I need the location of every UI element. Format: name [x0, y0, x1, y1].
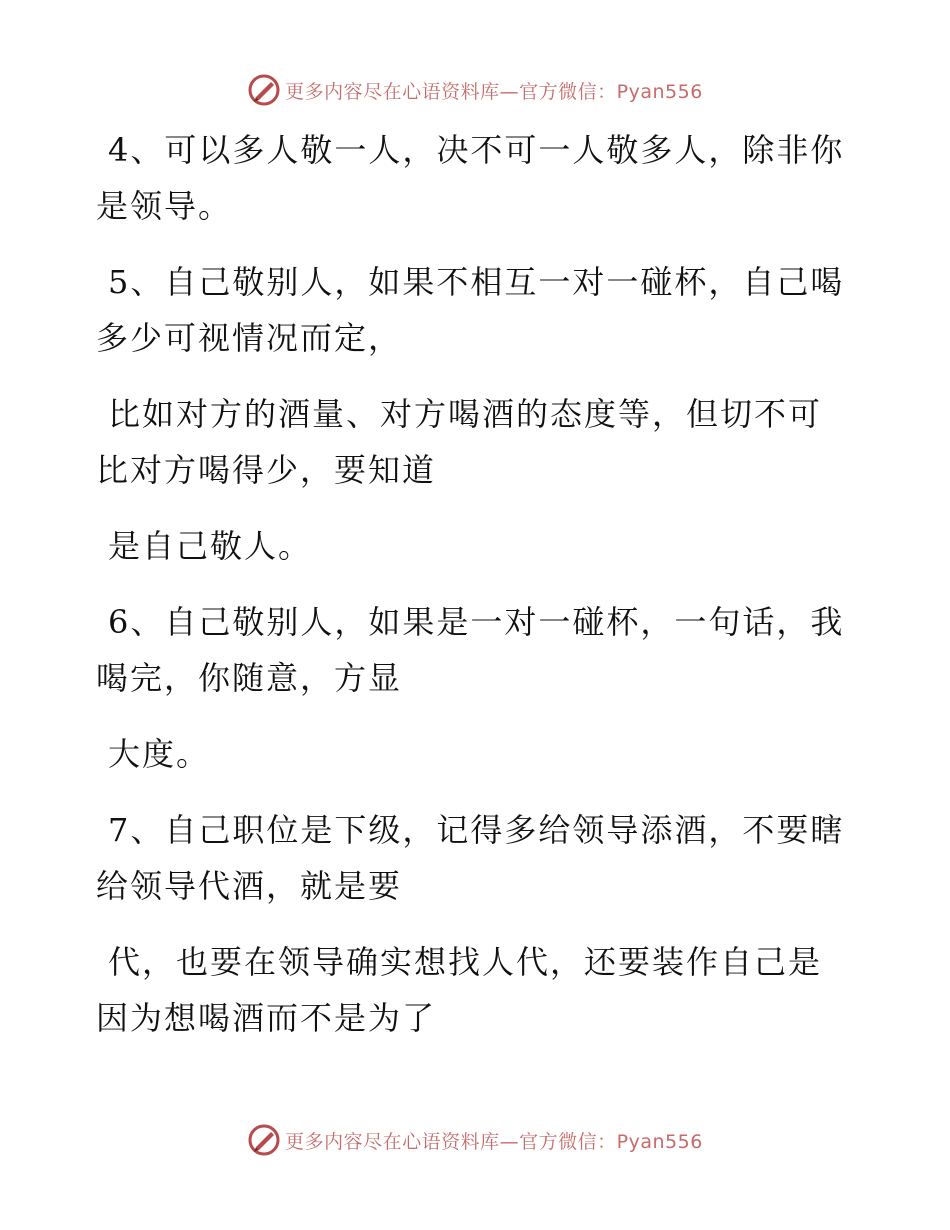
paragraph-7	[96, 802, 856, 914]
paragraph-line: 因为想喝酒而不是为了	[96, 999, 437, 1037]
paragraph-5-cont-a	[96, 386, 856, 498]
paragraph-6-cont	[96, 726, 856, 782]
paragraph-line: 大度。	[108, 735, 211, 773]
header-banner-text: 更多内容尽在心语资料库—官方微信：Pyan556	[285, 80, 703, 103]
paragraph-line: 7、自己职位是下级，记得多给领导添酒，不要瞎	[108, 811, 845, 849]
footer-banner-text: 更多内容尽在心语资料库—官方微信：Pyan556	[285, 1130, 703, 1153]
footer-banner	[0, 1120, 950, 1160]
paragraph-line: 喝完，你随意，方显	[96, 659, 403, 697]
document-body	[96, 122, 856, 1066]
paragraph-4	[96, 122, 856, 234]
paragraph-line: 4、可以多人敬一人，决不可一人敬多人，除非你	[108, 131, 845, 169]
paragraph-6	[96, 594, 856, 706]
header-banner	[0, 70, 950, 110]
paragraph-line: 比对方喝得少，要知道	[96, 451, 437, 489]
paragraph-line: 给领导代酒，就是要	[96, 867, 403, 905]
paragraph-line: 多少可视情况而定，	[96, 319, 403, 357]
paragraph-line: 6、自己敬别人，如果是一对一碰杯，一句话，我	[108, 603, 845, 641]
paragraph-line: 比如对方的酒量、对方喝酒的态度等，但切不可	[108, 395, 823, 433]
paragraph-5	[96, 254, 856, 366]
pen-logo-icon	[247, 73, 281, 107]
paragraph-line: 是领导。	[96, 187, 233, 225]
paragraph-line: 5、自己敬别人，如果不相互一对一碰杯，自己喝	[108, 263, 845, 301]
paragraph-7-cont	[96, 934, 856, 1046]
pen-logo-icon	[247, 1123, 281, 1157]
paragraph-5-cont-b	[96, 518, 856, 574]
paragraph-line: 是自己敬人。	[108, 527, 313, 565]
paragraph-line: 代，也要在领导确实想找人代，还要装作自己是	[108, 943, 823, 981]
